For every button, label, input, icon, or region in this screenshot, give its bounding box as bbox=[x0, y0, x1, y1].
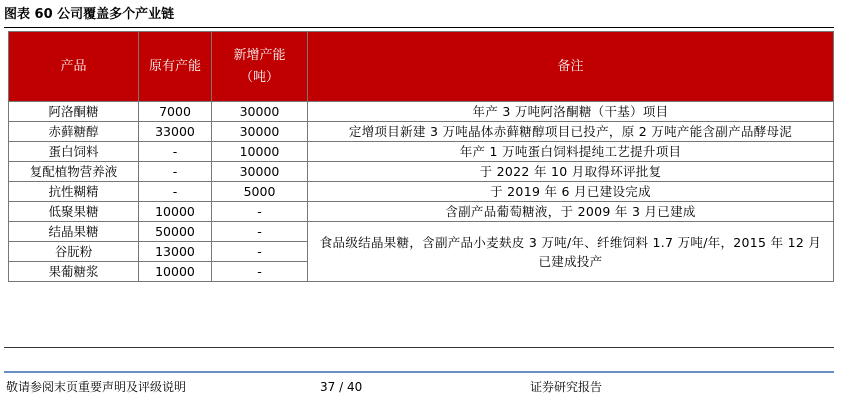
table-row bbox=[9, 162, 834, 182]
table-row bbox=[9, 222, 834, 242]
cell-original: - bbox=[139, 162, 212, 182]
cell-added: 30000 bbox=[212, 102, 308, 122]
cell-added: - bbox=[212, 242, 308, 262]
cell-original: 7000 bbox=[139, 102, 212, 122]
cell-product: 低聚果糖 bbox=[9, 202, 139, 222]
cell-original: - bbox=[139, 142, 212, 162]
cell-note: 于 2022 年 10 月取得环评批复 bbox=[308, 162, 834, 182]
cell-original: 50000 bbox=[139, 222, 212, 242]
cell-product: 复配植物营养液 bbox=[9, 162, 139, 182]
title-divider bbox=[4, 27, 834, 28]
cell-product: 赤藓糖醇 bbox=[9, 122, 139, 142]
cell-added: - bbox=[212, 262, 308, 282]
page-title: 图表 60 公司覆盖多个产业链 bbox=[4, 7, 175, 22]
cell-added: - bbox=[212, 202, 308, 222]
report-type: 证券研究报告 bbox=[530, 380, 603, 394]
cell-added: - bbox=[212, 222, 308, 242]
header-notes: 备注 bbox=[308, 32, 834, 102]
cell-note: 含副产品葡萄糖液，于 2009 年 3 月已建成 bbox=[308, 202, 834, 222]
cell-original: 33000 bbox=[139, 122, 212, 142]
cell-added: 5000 bbox=[212, 182, 308, 202]
cell-original: 13000 bbox=[139, 242, 212, 262]
cell-product: 谷朊粉 bbox=[9, 242, 139, 262]
cell-note: 年产 3 万吨阿洛酮糖（干基）项目 bbox=[308, 102, 834, 122]
cell-note: 定增项目新建 3 万吨晶体赤藓糖醇项目已投产，原 2 万吨产能含副产品酵母泥 bbox=[308, 122, 834, 142]
page-number: 37 / 40 bbox=[320, 380, 363, 394]
table-row bbox=[9, 122, 834, 142]
table-bottom-divider bbox=[4, 347, 834, 348]
cell-original: - bbox=[139, 182, 212, 202]
footer-divider bbox=[4, 371, 834, 373]
header-product: 产品 bbox=[9, 32, 139, 102]
footer-disclaimer: 敬请参阅末页重要声明及评级说明 bbox=[6, 380, 187, 394]
cell-added: 10000 bbox=[212, 142, 308, 162]
cell-added: 30000 bbox=[212, 162, 308, 182]
table-row bbox=[9, 102, 834, 122]
cell-product: 果葡糖浆 bbox=[9, 262, 139, 282]
cell-original: 10000 bbox=[139, 202, 212, 222]
table-header-row bbox=[9, 32, 834, 102]
table-row bbox=[9, 182, 834, 202]
cell-product: 阿洛酮糖 bbox=[9, 102, 139, 122]
cell-product: 抗性糊精 bbox=[9, 182, 139, 202]
header-original-capacity: 原有产能 bbox=[139, 32, 212, 102]
cell-note: 年产 1 万吨蛋白饲料提纯工艺提升项目 bbox=[308, 142, 834, 162]
cell-added: 30000 bbox=[212, 122, 308, 142]
header-added-capacity: 新增产能（吨） bbox=[212, 32, 308, 102]
cell-note-merged: 食品级结晶果糖，含副产品小麦麸皮 3 万吨/年、纤维饲料 1.7 万吨/年，2015 年 12 月已建成投产 bbox=[308, 222, 834, 282]
cell-original: 10000 bbox=[139, 262, 212, 282]
cell-product: 蛋白饲料 bbox=[9, 142, 139, 162]
table-row bbox=[9, 142, 834, 162]
table-row bbox=[9, 202, 834, 222]
cell-note: 于 2019 年 6 月已建设完成 bbox=[308, 182, 834, 202]
cell-product: 结晶果糖 bbox=[9, 222, 139, 242]
capacity-table bbox=[8, 31, 834, 282]
